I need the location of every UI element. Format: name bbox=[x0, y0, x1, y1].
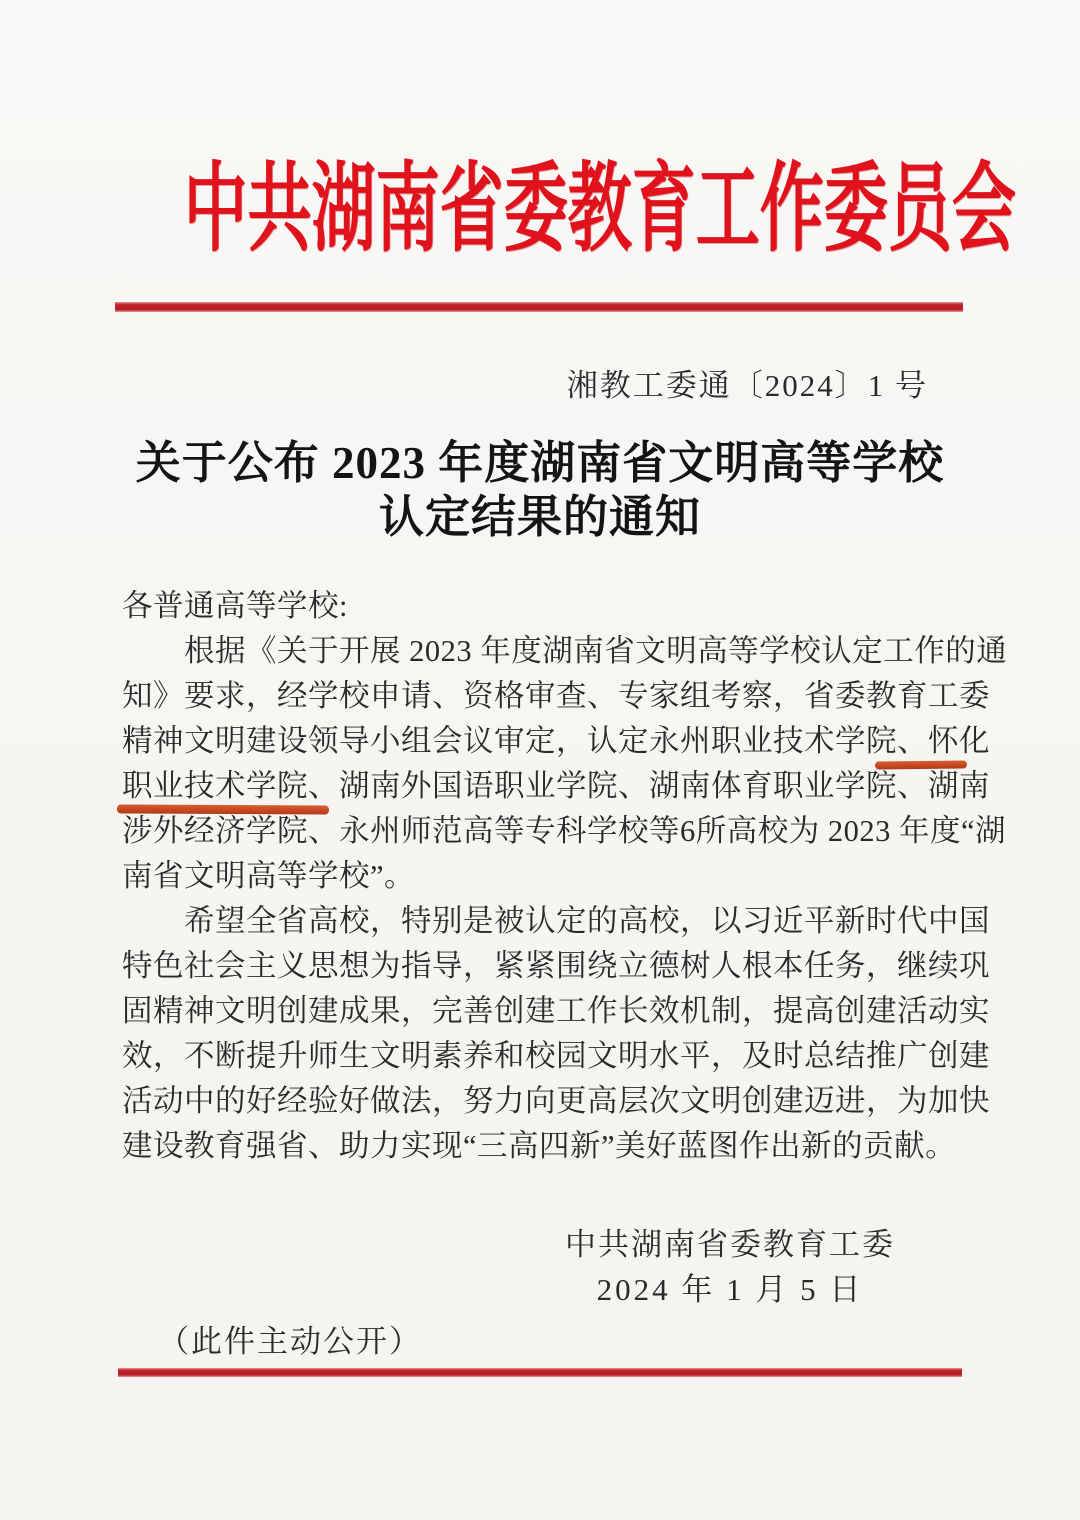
signature-date: 2024 年 1 月 5 日 bbox=[596, 1272, 864, 1307]
footer-divider-line bbox=[118, 1368, 962, 1377]
body-line: 特色社会主义思想为指导，紧紧围绕立德树人根本任务，继续巩 bbox=[122, 949, 990, 983]
document-number: 湘教工委通〔2024〕1 号 bbox=[566, 368, 928, 403]
body-line: 根据《关于开展 2023 年度湖南省文明高等学校认定工作的通 bbox=[184, 634, 1008, 668]
body-line: 效，不断提升师生文明素养和校园文明水平，及时总结推广创建 bbox=[122, 1039, 990, 1073]
letterhead-divider-line bbox=[115, 302, 963, 312]
document-title-line1: 关于公布 2023 年度湖南省文明高等学校 bbox=[135, 438, 945, 488]
salutation: 各普通高等学校: bbox=[122, 589, 348, 623]
body-line: 职业技术学院、湖南外国语职业学院、湖南体育职业学院、湖南 bbox=[122, 769, 990, 803]
letterhead-org-title: 中共湖南省委教育工作委员会 bbox=[183, 156, 1016, 263]
handdrawn-underline-zhiye-jishu-xueyuan bbox=[117, 804, 329, 814]
body-line: 南省文明高等学校”。 bbox=[122, 859, 416, 893]
handdrawn-underline-huaihua bbox=[875, 761, 967, 770]
body-line: 固精神文明创建成果，完善创建工作长效机制，提高创建活动实 bbox=[122, 994, 990, 1028]
document-title-line2: 认定结果的通知 bbox=[378, 492, 701, 542]
document-title bbox=[0, 436, 1080, 544]
body-line: 希望全省高校，特别是被认定的高校，以习近平新时代中国 bbox=[184, 904, 990, 938]
body-line: 精神文明建设领导小组会议审定，认定永州职业技术学院、怀化 bbox=[122, 724, 990, 758]
document-body bbox=[122, 584, 1008, 1169]
signature-org: 中共湖南省委教育工委 bbox=[565, 1227, 895, 1262]
body-line: 涉外经济学院、永州师范高等专科学校等6所高校为 2023 年度“湖 bbox=[122, 814, 1007, 848]
signature-block bbox=[450, 1222, 1010, 1312]
body-line: 建设教育强省、助力实现“三高四新”美好蓝图作出新的贡献。 bbox=[122, 1129, 957, 1163]
body-paragraphs bbox=[122, 629, 1008, 1169]
disclosure-note: （此件主动公开） bbox=[158, 1324, 422, 1359]
body-line: 知》要求，经学校申请、资格审查、专家组考察，省委教育工委 bbox=[122, 679, 990, 713]
body-line: 活动中的好经验好做法，努力向更高层次文明创建迈进，为加快 bbox=[122, 1084, 990, 1118]
